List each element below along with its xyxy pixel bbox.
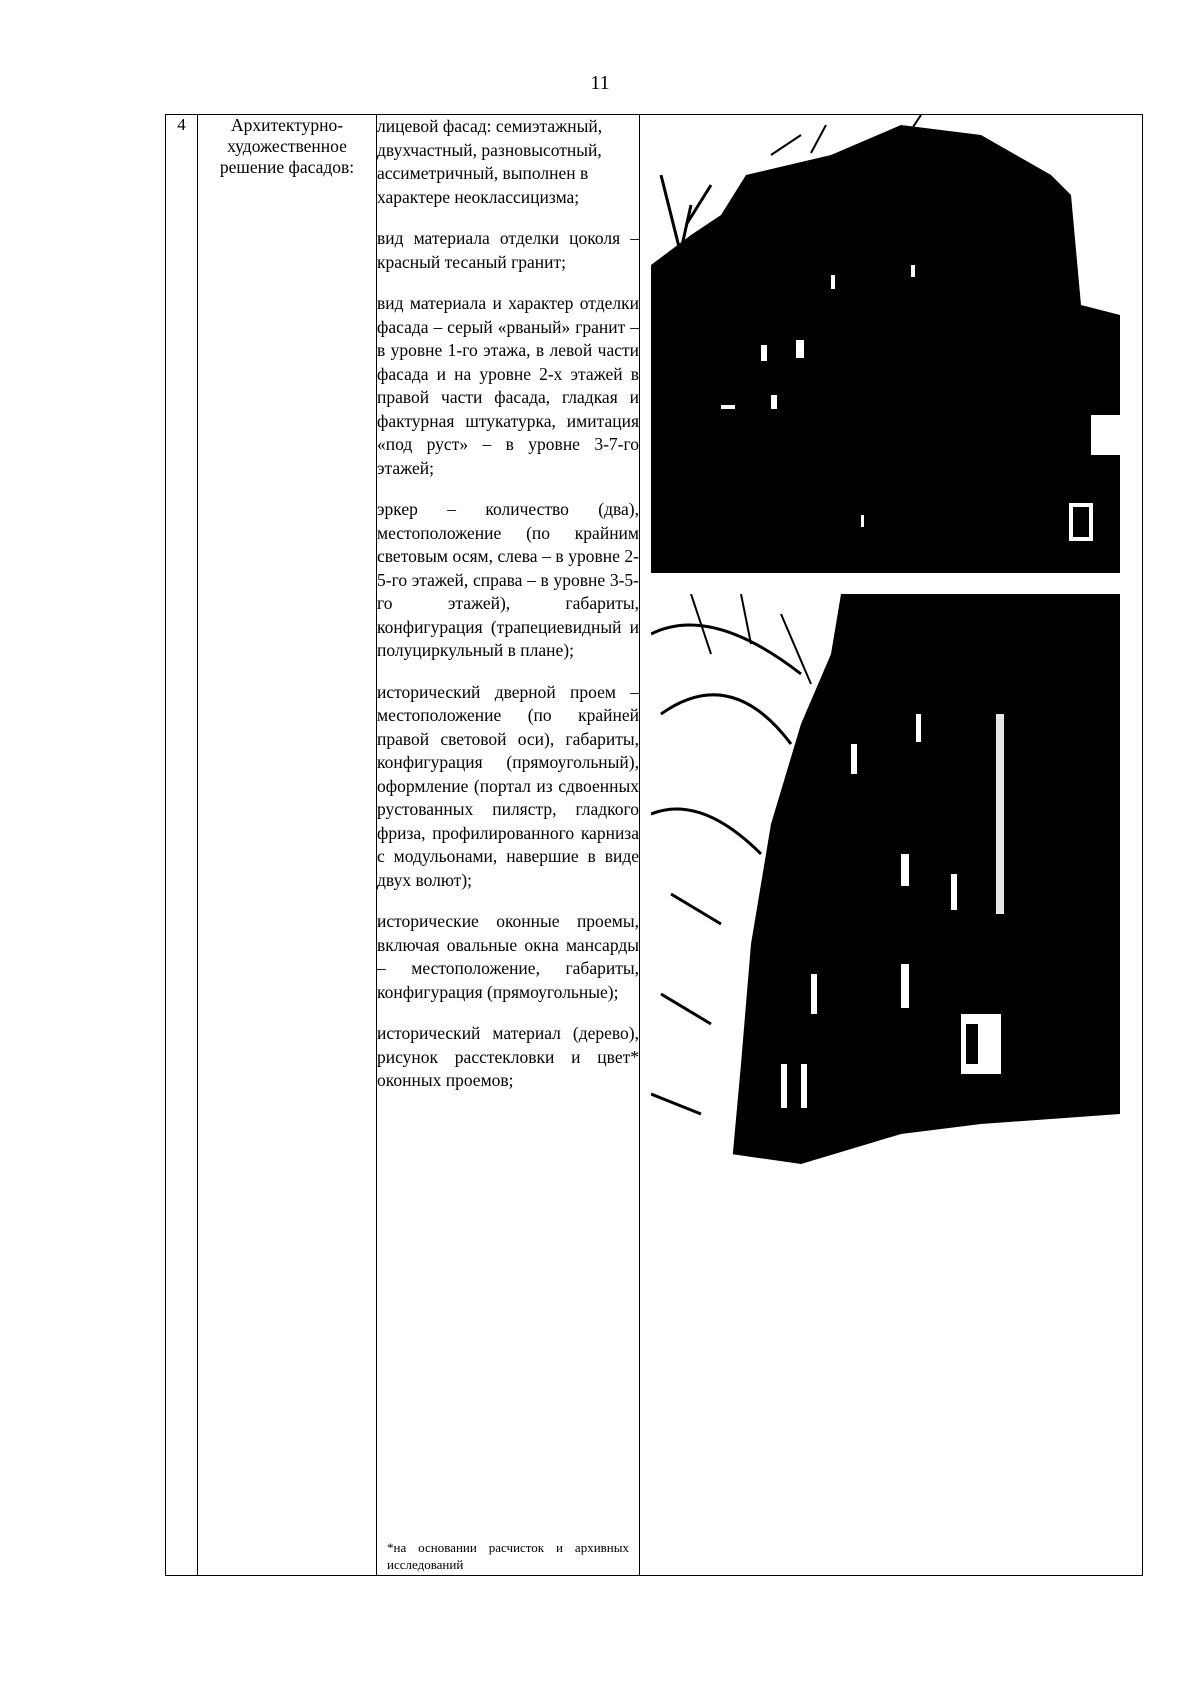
row-title-line: Архитектурно- <box>230 115 344 135</box>
description-paragraph: исторический материал (дерево), рисунок расстекловки и цвет* оконных проемов; <box>377 1023 639 1090</box>
page-number: 11 <box>590 72 610 94</box>
facade-photo-bottom <box>651 594 1120 1222</box>
row-number: 4 <box>166 115 198 1576</box>
row-title-line: решение фасадов: <box>219 157 355 177</box>
row-title-line: художественное <box>227 136 347 156</box>
facade-photo-top <box>651 115 1120 573</box>
facade-photo-top-image <box>651 115 1120 573</box>
description-paragraph: лицевой фасад: семиэтажный, двухчастный, разновысотный, ассиметричный, выполнен в характере неоклассицизма; <box>377 116 603 207</box>
facade-photo-bottom-image <box>651 594 1120 1222</box>
footnote: *на основании расчисток и архивных исследований <box>387 1540 629 1572</box>
description-cell <box>377 115 640 1576</box>
description-paragraph: вид материала и характер отделки фасада – серый «рваный» гранит – в уровне 1-го этажа, в левой части фасада и на уровне 2-х этажей в правой части фасада, гладкая и фактурная штукатурка, имитация «под руст» – в уровне 3-7-го этажей; <box>377 293 639 478</box>
description-paragraph: эркер – количество (два), местоположение (по крайним световым осям, слева – в уровне 2-5-го этажей, справа – в уровне 3-5-го этажей), габариты, конфигурация (трапециевидный и полуциркульный в плане); <box>377 499 639 660</box>
photo-cell <box>640 115 1143 1576</box>
description-paragraph: исторический дверной проем – местоположение (по крайней правой световой оси), габариты, конфигурация (прямоугольный), оформление (портал из сдвоенных рустованных пилястр, гладкого фриза, профилированного карниза с модульонами, навершие в виде двух волют); <box>377 681 639 890</box>
row-title-cell <box>198 115 377 1576</box>
table-row <box>166 115 1143 1576</box>
objects-table <box>165 114 1143 1576</box>
description-paragraph: вид материала отделки цоколя – красный тесаный гранит; <box>377 228 639 272</box>
description-paragraph: исторические оконные проемы, включая овальные окна мансарды – местоположение, габариты, конфигурация (прямоугольные); <box>377 911 639 1002</box>
